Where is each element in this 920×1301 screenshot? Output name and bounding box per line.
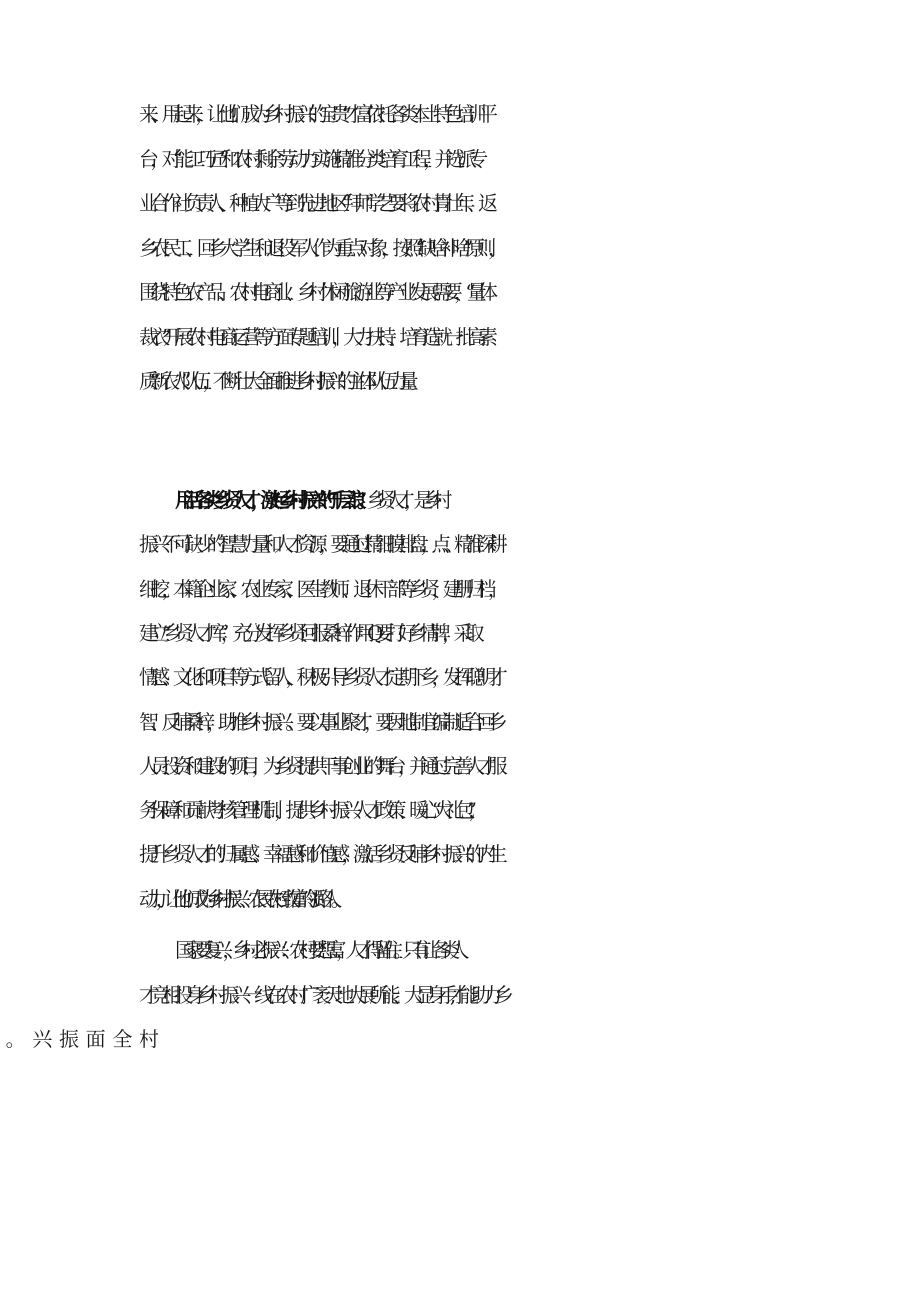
text-line bbox=[139, 94, 920, 134]
text-line bbox=[175, 480, 920, 520]
text-line bbox=[139, 613, 920, 653]
text-line bbox=[139, 746, 920, 786]
body-text: 情感、文化和项目等方式留人，积极引导乡贤人才定期下乡，发挥聪明才 bbox=[139, 665, 499, 690]
text-line bbox=[139, 834, 920, 874]
body-text: 提升乡贤人才的归属感、幸福感和价值感，激活乡贤反哺乡村振兴的内生 bbox=[139, 842, 499, 867]
body-text: 业合作社负责人、种植大户等到先进地区“拜师学艺要将农村青壮年、返 bbox=[139, 191, 490, 215]
body-text: 人员投资和建设的项目，为乡贤提供干事创业的舞台，并通过完善人才服 bbox=[139, 753, 499, 778]
body-text: 围绕特色农产品、农村电商业、乡村休闲旅游业等产业发展需要，“量体 bbox=[139, 280, 490, 304]
body-text: 动力，让他们成为乡村振兴、农民农村致富的领路人。 bbox=[139, 886, 339, 911]
body-text: 才竞相投身乡村振兴一线在农村广袤天地大展所能、大显身手,才能助力乡 bbox=[139, 982, 506, 1007]
body-text: 细挖，本籍企业家、农业专家、医生教师、退休干部等乡贤，建册归档， bbox=[139, 576, 499, 601]
text-line bbox=[139, 272, 920, 312]
text-line bbox=[139, 228, 920, 268]
body-text: 振兴不可缺少的智慧力量和人才资源，要通过精细摸排盘，点、精准深耕 bbox=[139, 532, 499, 557]
heading-text: 用活各类乡贤人才，激起乡村振兴的“千层浪”。 bbox=[175, 488, 367, 512]
text-line bbox=[139, 183, 920, 223]
body-text: 台，对“能工巧匠”和农村剩余劳动力实施精准分类培育工程，并选派专 bbox=[139, 146, 480, 171]
body-text: 智、反哺桑梓，助推乡村振兴。要以事业聚才，要因地制宜编制适合回乡 bbox=[139, 709, 499, 734]
text-line bbox=[139, 317, 920, 357]
text-line bbox=[139, 879, 920, 919]
text-line bbox=[139, 361, 920, 401]
body-text: 质“新农人”队伍，不断壮大全面推进乡村振兴的主体队伍力量。 bbox=[139, 369, 420, 393]
text-line bbox=[175, 930, 920, 970]
text-line bbox=[139, 790, 920, 830]
body-text: 务保障和贡献考核管理机制，提供乡村振兴人才政策、暖心“大礼包”， bbox=[139, 798, 480, 823]
body-text: 建立“乡贤人才库”，充分发挥乡贤回报桑梓作用Q要打好乡情牌，采取 bbox=[139, 620, 476, 645]
text-line bbox=[139, 139, 920, 179]
body-text: 国家要复兴，乡村必振兴：农村要想富，人才得留住。只有让各类人 bbox=[175, 938, 459, 962]
body-text: 裁衣”开展农村电商运营等方面专题培训，大力扶持、培育造就一批高素 bbox=[139, 324, 490, 349]
text-line bbox=[139, 657, 920, 697]
text-line bbox=[139, 524, 920, 564]
text-line bbox=[139, 702, 920, 742]
body-text: 来、用起来，让他们成为乡村振兴的宝贵“才富依托各类本土特色培训平 bbox=[139, 102, 490, 126]
text-line bbox=[139, 569, 920, 609]
body-text: 乡农民工、回乡大学生和退役军人作为重点对象，按照“缺啥补啥”原则， bbox=[139, 235, 500, 260]
body-text: 乡贤人才，是乡村 bbox=[366, 488, 443, 512]
text-line bbox=[139, 1019, 920, 1059]
text-line bbox=[139, 975, 920, 1015]
